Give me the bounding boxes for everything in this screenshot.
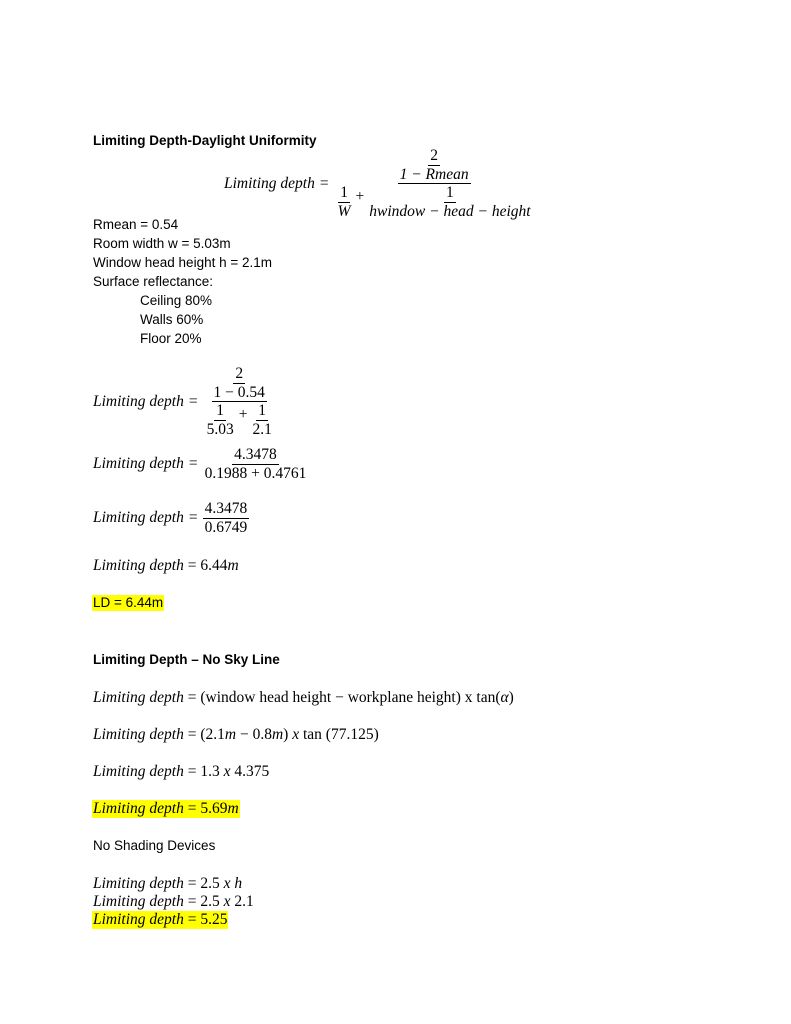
formula-no-shading-substituted	[93, 894, 254, 910]
param-room-width: Room width w = 5.03m	[93, 236, 231, 251]
numerator-bottom: 1 − 0.54	[213, 383, 265, 401]
main-denominator	[334, 184, 535, 219]
plus-sign: +	[238, 406, 248, 424]
value-part: )	[283, 726, 293, 743]
denom-term-b	[250, 403, 273, 437]
formula-lhs: Limiting depth	[93, 689, 184, 706]
section-heading-daylight-uniformity: Limiting Depth-Daylight Uniformity	[93, 133, 317, 148]
numerator-top: 2	[235, 365, 244, 382]
numerator: 4.3478	[234, 446, 277, 463]
reflectance-ceiling: Ceiling 80%	[140, 293, 213, 308]
multiply-x: x	[223, 875, 231, 892]
formula-lhs: Limiting depth	[93, 800, 184, 817]
term-b-bottom: 2.1	[252, 420, 272, 438]
formula-rhs: = 6.44	[187, 557, 228, 574]
fraction	[203, 447, 309, 481]
formula-step-substituted	[93, 366, 276, 437]
main-fraction	[203, 366, 276, 437]
param-rmean: Rmean = 0.54	[93, 217, 179, 232]
formula-rhs: = 5.25	[187, 911, 228, 928]
value-part: 2.1	[230, 893, 254, 910]
term-a-bottom: 5.03	[206, 420, 234, 438]
unit: m	[224, 726, 237, 743]
result-no-sky-line-highlight	[92, 800, 240, 818]
value-part: = 1.3	[187, 763, 224, 780]
formula-lhs: Limiting depth	[93, 392, 184, 410]
unit: m	[227, 557, 239, 574]
section-heading-no-shading-devices: No Shading Devices	[93, 838, 216, 853]
value-part: = 2.5	[187, 893, 224, 910]
main-fraction	[334, 148, 535, 219]
multiply-x: x	[223, 893, 231, 910]
formula-rhs: = 5.69	[187, 800, 228, 817]
formula-lhs: Limiting depth	[93, 875, 184, 892]
numerator-top: 2	[430, 147, 438, 164]
value-part: 4.375	[230, 763, 270, 780]
formula-lhs: Limiting depth	[224, 174, 315, 192]
formula-lhs: Limiting depth	[93, 893, 184, 910]
formula-no-sky-line-substituted	[93, 727, 379, 743]
close-paren: )	[508, 689, 514, 706]
value-part: tan (77.125)	[299, 726, 379, 743]
term-a-bottom: W	[337, 202, 351, 220]
main-numerator	[398, 148, 471, 184]
equals-sign: =	[188, 509, 198, 527]
formula-lhs: Limiting depth	[93, 911, 184, 928]
plus-sign: +	[355, 188, 365, 206]
formula-step-4	[93, 558, 239, 574]
result-ld-highlight: LD = 6.44m	[93, 595, 164, 610]
formula-lhs: Limiting depth	[93, 557, 184, 574]
formula-limiting-depth-general	[224, 148, 535, 219]
unit: m	[271, 726, 284, 743]
formula-step-3	[93, 501, 249, 535]
alpha-symbol: α	[500, 689, 509, 706]
param-surface-reflectance-label: Surface reflectance:	[93, 274, 214, 289]
equals-sign: =	[188, 455, 198, 473]
formula-no-sky-line-step2	[93, 764, 269, 780]
main-numerator	[212, 366, 267, 402]
formula-no-sky-line-general	[93, 690, 514, 706]
term-b-bottom: hwindow − head − height	[369, 202, 531, 220]
denominator: 0.6749	[204, 518, 248, 536]
reflectance-floor: Floor 20%	[140, 331, 202, 346]
main-denominator	[203, 402, 276, 437]
value-part: = (2.1	[187, 726, 225, 743]
numerator-bottom: 1 − Rmean	[399, 165, 469, 183]
denom-term-b	[367, 185, 532, 219]
param-window-head-height: Window head height h = 2.1m	[93, 255, 272, 270]
denominator: 0.1988 + 0.4761	[204, 464, 307, 482]
term-a-top: 1	[340, 184, 348, 201]
denom-term-a	[205, 403, 236, 437]
variable-h: h	[230, 875, 243, 892]
numerator-fraction	[398, 148, 471, 182]
numerator-fraction	[212, 366, 267, 400]
denom-term-a	[336, 185, 353, 219]
fraction	[203, 501, 250, 535]
equals-sign: =	[188, 392, 198, 410]
multiply-x: x	[292, 726, 300, 743]
multiply-x: x	[223, 763, 231, 780]
formula-lhs: Limiting depth	[93, 455, 184, 473]
result-no-shading-highlight	[92, 911, 228, 929]
formula-rhs: = (window head height − workplane height) x tan(	[187, 689, 501, 706]
equals-sign: =	[319, 174, 329, 192]
formula-lhs: Limiting depth	[93, 509, 184, 527]
term-b-top: 1	[258, 402, 267, 419]
reflectance-walls: Walls 60%	[140, 312, 204, 327]
formula-step-2	[93, 447, 308, 481]
term-a-top: 1	[216, 402, 225, 419]
section-heading-no-sky-line: Limiting Depth – No Sky Line	[93, 652, 280, 667]
numerator: 4.3478	[204, 500, 248, 517]
unit: m	[227, 800, 239, 817]
term-b-top: 1	[446, 184, 454, 201]
formula-lhs: Limiting depth	[93, 726, 184, 743]
value-part: − 0.8	[236, 726, 272, 743]
formula-lhs: Limiting depth	[93, 763, 184, 780]
formula-no-shading-general	[93, 876, 242, 892]
value-part: = 2.5	[187, 875, 224, 892]
